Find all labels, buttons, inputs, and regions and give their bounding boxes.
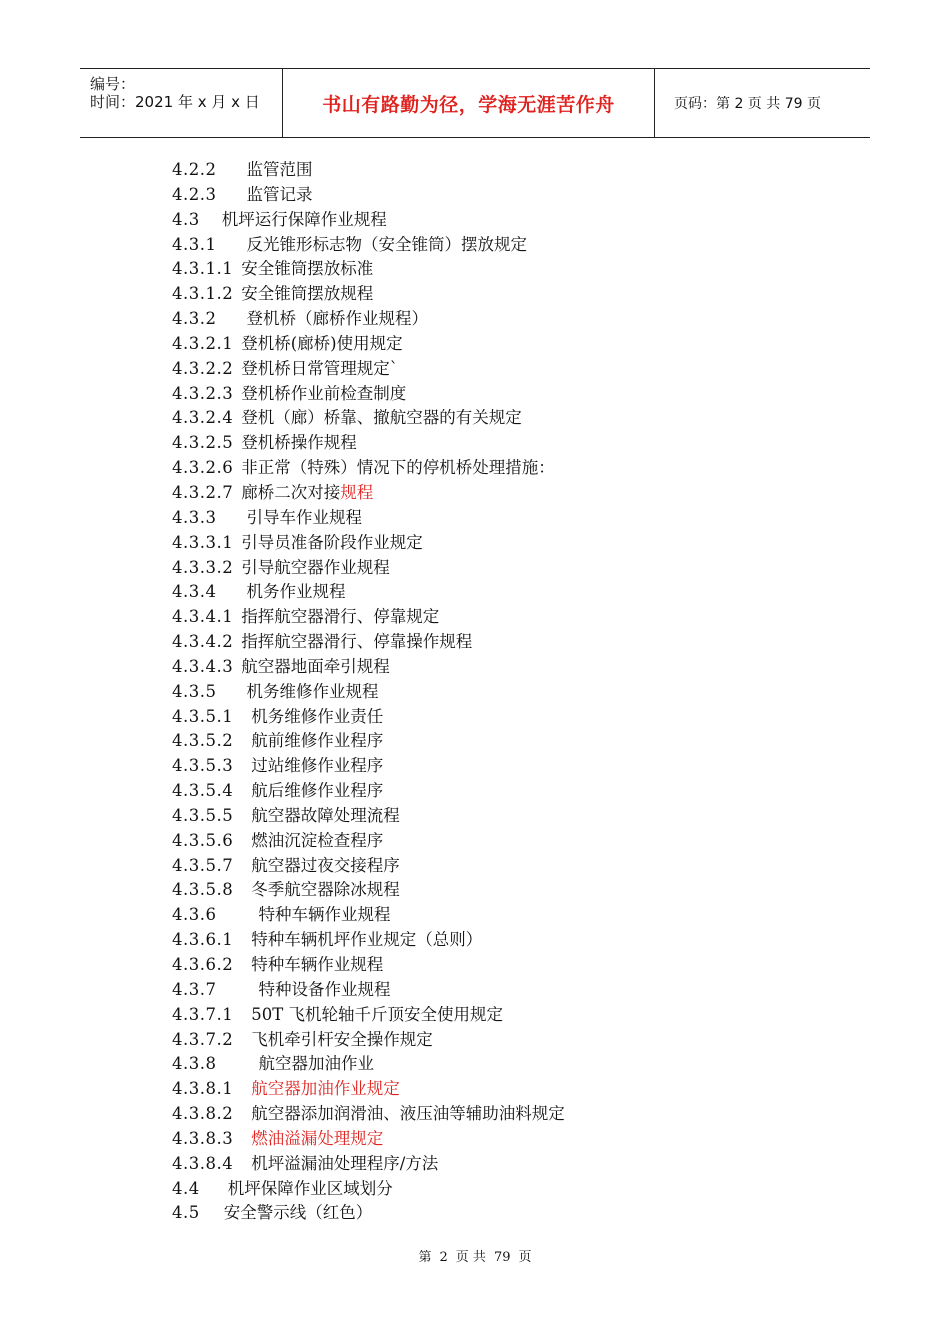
table-of-contents <box>172 158 565 1226</box>
toc-entry-title: 引导航空器作业规程 <box>241 557 390 577</box>
toc-entry-title: 登机桥日常管理规定` <box>241 358 398 378</box>
toc-entry-number: 4.3.2.1 <box>172 333 234 353</box>
toc-entry-title: 过站维修作业程序 <box>251 756 384 776</box>
toc-entry <box>172 1077 565 1102</box>
toc-entry-title: 机坪溢漏油处理程序/方法 <box>251 1153 439 1173</box>
toc-entry <box>172 1028 565 1053</box>
toc-entry <box>172 729 565 754</box>
footer-suffix: 页 <box>518 1250 532 1265</box>
toc-entry <box>172 406 565 431</box>
page-header <box>80 68 870 138</box>
toc-entry-number: 4.3.5 <box>172 681 217 701</box>
toc-entry-number: 4.3.6.1 <box>172 930 234 950</box>
toc-entry <box>172 1152 565 1177</box>
toc-entry-title: 航后维修作业程序 <box>251 781 384 801</box>
toc-entry <box>172 233 565 258</box>
toc-entry <box>172 655 565 680</box>
toc-entry <box>172 854 565 879</box>
toc-entry <box>172 779 565 804</box>
toc-entry <box>172 630 565 655</box>
toc-entry-title: 监管记录 <box>246 184 313 204</box>
toc-entry-title: 登机桥（廊桥作业规程） <box>246 309 428 329</box>
toc-entry-number: 4.3.2.2 <box>172 358 234 378</box>
footer-prefix: 第 <box>418 1250 432 1265</box>
toc-entry-title: 指挥航空器滑行、停靠操作规程 <box>241 632 473 652</box>
toc-entry-number: 4.3.5.3 <box>172 756 234 776</box>
footer-total-pages: 79 <box>493 1250 511 1265</box>
toc-entry-title-highlight: 规程 <box>340 482 374 502</box>
toc-entry-title: 登机桥作业前检查制度 <box>241 383 407 403</box>
toc-entry-number: 4.3.7.2 <box>172 1029 234 1049</box>
toc-entry-title: 航空器加油作业 <box>258 1054 374 1074</box>
toc-entry <box>172 928 565 953</box>
date-label: 时间：2021 年 x 月 x 日 <box>90 93 260 111</box>
toc-entry <box>172 903 565 928</box>
toc-entry-title: 引导车作业规程 <box>246 507 362 527</box>
toc-entry <box>172 804 565 829</box>
toc-entry-number: 4.3.5.6 <box>172 830 234 850</box>
toc-entry-number: 4.3.2.6 <box>172 458 234 478</box>
footer-mid: 页 共 <box>455 1250 486 1265</box>
toc-entry <box>172 680 565 705</box>
toc-entry-number: 4.3.2.7 <box>172 482 234 502</box>
header-meta <box>80 69 283 137</box>
toc-entry-number: 4.3.6 <box>172 905 217 925</box>
toc-entry-title: 安全锥筒摆放规程 <box>241 284 374 304</box>
toc-entry-number: 4.3.4.2 <box>172 632 234 652</box>
toc-entry <box>172 506 565 531</box>
toc-entry <box>172 978 565 1003</box>
toc-entry-number: 4.3.5.8 <box>172 880 234 900</box>
toc-entry-number: 4.3.5.1 <box>172 706 234 726</box>
toc-entry-number: 4.2.3 <box>172 184 217 204</box>
toc-entry-title: 安全锥筒摆放标准 <box>241 259 374 279</box>
toc-entry-number: 4.3.1 <box>172 234 217 254</box>
toc-entry-title: 航空器添加润滑油、液压油等辅助油料规定 <box>251 1104 565 1124</box>
toc-entry-number: 4.3.8.3 <box>172 1128 234 1148</box>
toc-entry-title: 机务作业规程 <box>246 582 346 602</box>
toc-entry-number: 4.3.2.5 <box>172 433 234 453</box>
toc-entry-title: 航空器故障处理流程 <box>251 805 400 825</box>
toc-entry-number: 4.3.5.4 <box>172 781 234 801</box>
toc-entry-number: 4.3.1.2 <box>172 284 234 304</box>
toc-entry-number: 4.3.6.2 <box>172 955 234 974</box>
toc-entry-title-highlight: 航空器加油作业规定 <box>251 1079 400 1099</box>
toc-entry <box>172 183 565 208</box>
toc-entry-number: 4.3.8.2 <box>172 1104 234 1124</box>
toc-entry <box>172 1127 565 1152</box>
toc-entry-title: 引导员准备阶段作业规定 <box>241 532 423 552</box>
toc-entry-title: 航空器地面牵引规程 <box>241 656 390 676</box>
toc-entry-number: 4.3.3.1 <box>172 532 234 552</box>
toc-entry <box>172 307 565 332</box>
toc-entry-title: 机坪保障作业区域划分 <box>227 1178 393 1198</box>
toc-entry-title: 航前维修作业程序 <box>251 731 384 751</box>
toc-entry <box>172 829 565 854</box>
toc-entry-number: 4.3.8 <box>172 1054 217 1074</box>
toc-entry-number: 4.3.8.4 <box>172 1153 234 1173</box>
toc-entry-number: 4.3.8.1 <box>172 1079 234 1099</box>
toc-entry-title: 特种车辆作业规程 <box>251 955 384 974</box>
toc-entry <box>172 1201 565 1226</box>
toc-entry-number: 4.5 <box>172 1203 200 1223</box>
toc-entry <box>172 282 565 307</box>
toc-entry-number: 4.3.2.3 <box>172 383 234 403</box>
toc-entry-title: 飞机牵引杆安全操作规定 <box>251 1029 433 1049</box>
page-footer <box>0 1246 950 1265</box>
toc-entry-title: 50T 飞机轮轴千斤顶安全使用规定 <box>251 1004 503 1024</box>
toc-entry-number: 4.3.2.4 <box>172 408 234 428</box>
toc-entry-title: 登机桥操作规程 <box>241 433 357 453</box>
toc-entry <box>172 556 565 581</box>
toc-entry-title: 登机桥(廊桥)使用规定 <box>241 333 403 353</box>
toc-entry-title: 特种车辆作业规程 <box>258 905 391 925</box>
toc-entry-title: 反光锥形标志物（安全锥筒）摆放规定 <box>246 234 527 254</box>
toc-entry-title: 特种设备作业规程 <box>258 979 391 999</box>
toc-entry-title: 廊桥二次对接 <box>241 482 341 502</box>
toc-entry <box>172 158 565 183</box>
toc-entry <box>172 705 565 730</box>
toc-entry-number: 4.4 <box>172 1178 200 1198</box>
toc-entry <box>172 953 565 978</box>
toc-entry-title: 登机（廊）桥靠、撤航空器的有关规定 <box>241 408 522 428</box>
toc-entry <box>172 431 565 456</box>
code-label: 编号： <box>90 75 136 93</box>
toc-entry-number: 4.3.1.1 <box>172 259 234 279</box>
footer-page-number: 2 <box>439 1250 448 1265</box>
toc-entry-number: 4.3.4 <box>172 582 217 602</box>
toc-entry <box>172 357 565 382</box>
toc-entry-number: 4.3.5.7 <box>172 855 234 875</box>
toc-entry-title: 机务维修作业责任 <box>251 706 384 726</box>
toc-entry-title: 机务维修作业规程 <box>246 681 379 701</box>
header-page-info <box>664 69 870 137</box>
toc-entry <box>172 257 565 282</box>
toc-entry-number: 4.3 <box>172 209 200 229</box>
toc-entry-title: 航空器过夜交接程序 <box>251 855 400 875</box>
toc-entry <box>172 531 565 556</box>
toc-entry-title: 指挥航空器滑行、停靠规定 <box>241 607 440 627</box>
toc-entry <box>172 1003 565 1028</box>
toc-entry-number: 4.3.3 <box>172 507 217 527</box>
toc-entry <box>172 605 565 630</box>
toc-entry-number: 4.3.5.2 <box>172 731 234 751</box>
toc-entry <box>172 456 565 481</box>
toc-entry-number: 4.3.4.1 <box>172 607 234 627</box>
toc-entry <box>172 1052 565 1077</box>
toc-entry <box>172 878 565 903</box>
header-motto: 书山有路勤为径，学海无涯苦作舟 <box>283 69 655 137</box>
toc-entry <box>172 208 565 233</box>
toc-entry-title: 安全警示线（红色） <box>223 1203 373 1223</box>
toc-entry <box>172 382 565 407</box>
toc-entry-title: 监管范围 <box>246 160 313 179</box>
toc-entry-title: 机坪运行保障作业规程 <box>221 209 387 229</box>
toc-entry-title: 非正常（特殊）情况下的停机桥处理措施： <box>241 458 555 478</box>
toc-entry <box>172 1177 565 1202</box>
toc-entry <box>172 481 565 506</box>
toc-entry-title: 燃油沉淀检查程序 <box>251 830 384 850</box>
toc-entry <box>172 754 565 779</box>
toc-entry-title: 特种车辆机坪作业规定（总则） <box>251 930 483 950</box>
toc-entry-number: 4.3.4.3 <box>172 656 234 676</box>
page-info-text: 页码：第 2 页 共 79 页 <box>674 96 821 112</box>
toc-entry-number: 4.2.2 <box>172 160 217 179</box>
toc-entry-number: 4.3.5.5 <box>172 805 234 825</box>
toc-entry-number: 4.3.3.2 <box>172 557 234 577</box>
toc-entry-title-highlight: 燃油溢漏处理规定 <box>251 1128 384 1148</box>
toc-entry-number: 4.3.2 <box>172 309 217 329</box>
toc-entry-number: 4.3.7 <box>172 979 217 999</box>
toc-entry-number: 4.3.7.1 <box>172 1004 234 1024</box>
toc-entry <box>172 580 565 605</box>
toc-entry <box>172 332 565 357</box>
toc-entry <box>172 1102 565 1127</box>
toc-entry-title: 冬季航空器除冰规程 <box>251 880 400 900</box>
